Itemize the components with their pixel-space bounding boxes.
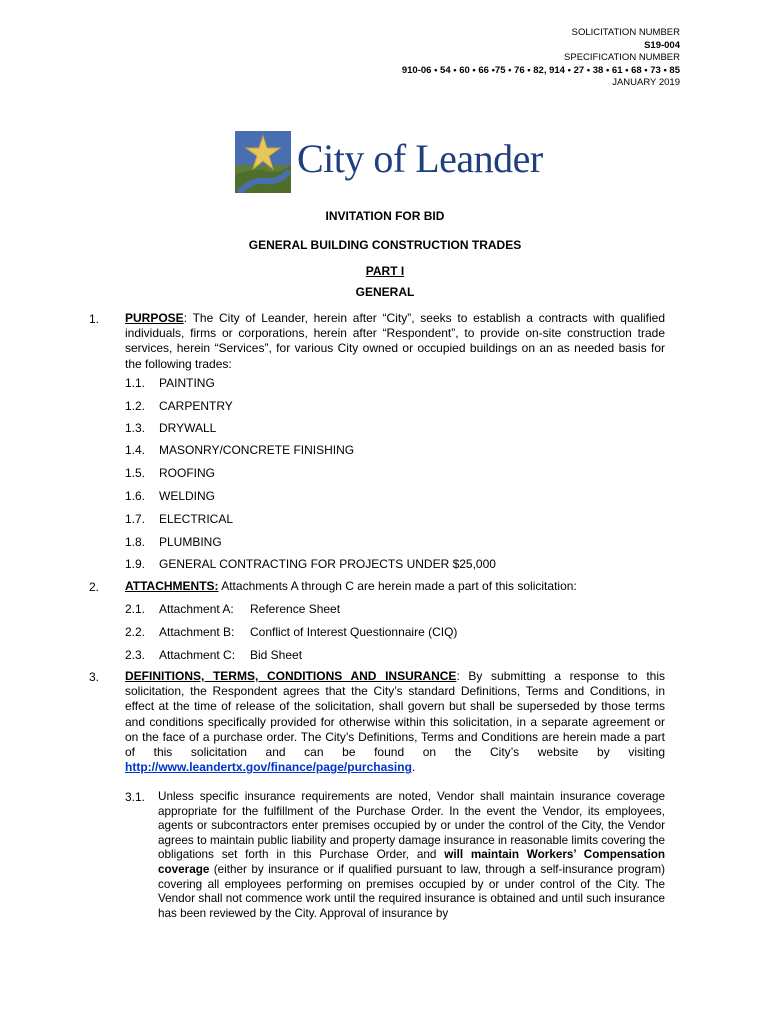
- document-subject: GENERAL BUILDING CONSTRUCTION TRADES: [248, 238, 522, 252]
- specification-label: SPECIFICATION NUMBER: [564, 52, 680, 63]
- list-item: 1.5. ROOFING: [125, 466, 215, 480]
- section-heading: PURPOSE: [125, 311, 184, 325]
- list-item: 1.8. PLUMBING: [125, 535, 222, 549]
- list-item: 1.6. WELDING: [125, 489, 216, 503]
- purpose-paragraph: [125, 311, 665, 372]
- solicitation-number: S19-004: [644, 39, 680, 51]
- part-heading: PART I: [365, 264, 405, 278]
- city-logo: [235, 131, 543, 195]
- section-number: 3.: [89, 670, 100, 684]
- section-heading: DEFINITIONS, TERMS, CONDITIONS AND INSURANCE: [125, 669, 457, 683]
- list-item: 2.2. Attachment B: Conflict of Interest Questionnaire (CIQ): [125, 625, 458, 639]
- list-item: 1.7. ELECTRICAL: [125, 512, 234, 526]
- specification-number: 910-06 • 54 • 60 • 66 •75 • 76 • 82, 914 • 27 • 38 • 61 • 68 • 73 • 85: [401, 64, 680, 76]
- section-text: : By submitting a response to this solicitation, the Respondent agrees that the City’s standard Definitions, Terms and Conditions, in effect at the time of release of the solicitation, shall govern but shall be superseded by those terms and conditions specifically provided for otherwise within this solicitation, in a separate agreement or on the face of a purchase order. The City’s Definitions, Terms and Conditions are herein made a part of this solicitation and can be found on the City’s website by visiting: [125, 669, 665, 760]
- section-number: 1.: [89, 312, 100, 326]
- list-item: 2.1. Attachment A: Reference Sheet: [125, 602, 341, 616]
- list-item: 1.9. GENERAL CONTRACTING FOR PROJECTS UNDER $25,000: [125, 557, 496, 571]
- document-title: INVITATION FOR BID: [325, 209, 445, 223]
- section-number: 2.: [89, 580, 100, 594]
- workers-comp-emphasis: will maintain Workers’ Compensation coverage: [158, 848, 665, 876]
- section-text: : The City of Leander, herein after “City”, seeks to establish a contracts with qualified individuals, firms or corporations, herein after “Respondent”, to provide on-site construction trade services, herein “Services”, for various City owned or occupied buildings on an as needed basis for the following trades:: [125, 311, 665, 371]
- attachments-paragraph: [125, 579, 665, 594]
- section-text: Attachments A through C are herein made a part of this solicitation:: [218, 579, 577, 593]
- list-item: 1.1. PAINTING: [125, 376, 215, 390]
- star-landscape-logo-icon: [235, 131, 291, 193]
- subsection-number: 3.1.: [125, 790, 146, 804]
- list-item: 1.3. DRYWALL: [125, 421, 217, 435]
- city-logo-text: City of Leander: [297, 136, 543, 181]
- list-item: 1.4. MASONRY/CONCRETE FINISHING: [125, 443, 355, 457]
- purchasing-link[interactable]: http://www.leandertx.gov/finance/page/purchasing: [125, 760, 412, 775]
- solicitation-label: SOLICITATION NUMBER: [571, 27, 680, 38]
- solicitation-header: [402, 27, 680, 90]
- definitions-paragraph: DEFINITIONS, TERMS, CONDITIONS AND INSURANCE: By submitting a response to this solicitation, the Respondent agrees that the City’s standard Definitions, Terms and Conditions, in effect at the time of release of the solicitation, shall govern but shall be superseded by those terms and conditions specifically provided for otherwise within this solicitation, in a separate agreement or on the face of a purchase order. The City’s Definitions, Terms and Conditions are herein made a part of this solicitation and can be found on the City’s website by visiting http://www.leandertx.gov/finance/page/purchasing.: [125, 669, 665, 775]
- section-heading: ATTACHMENTS:: [125, 579, 219, 593]
- list-item: 2.3. Attachment C: Bid Sheet: [125, 648, 303, 662]
- insurance-paragraph: Unless specific insurance requirements are noted, Vendor shall maintain insurance coverage appropriate for the fulfillment of the Purchase Order. In the event the Vendor, its employees, agents or subcontractors enter premises occupied by or under the control of the City, the Vendor agrees to maintain public liability and property damage insurance in reasonable limits covering the obligations set forth in this Purchase Order, and will maintain Workers’ Compensation coverage (either by insurance or if qualified pursuant to law, through a self-insurance program) covering all employees performing on premises occupied by or under control of the City. The Vendor shall not commence work until the required insurance is obtained and until such insurance has been reviewed by the City. Approval of insurance by: [158, 790, 665, 920]
- document-date: JANUARY 2019: [612, 77, 680, 88]
- list-item: 1.2. CARPENTRY: [125, 399, 233, 413]
- general-heading: GENERAL: [355, 285, 415, 299]
